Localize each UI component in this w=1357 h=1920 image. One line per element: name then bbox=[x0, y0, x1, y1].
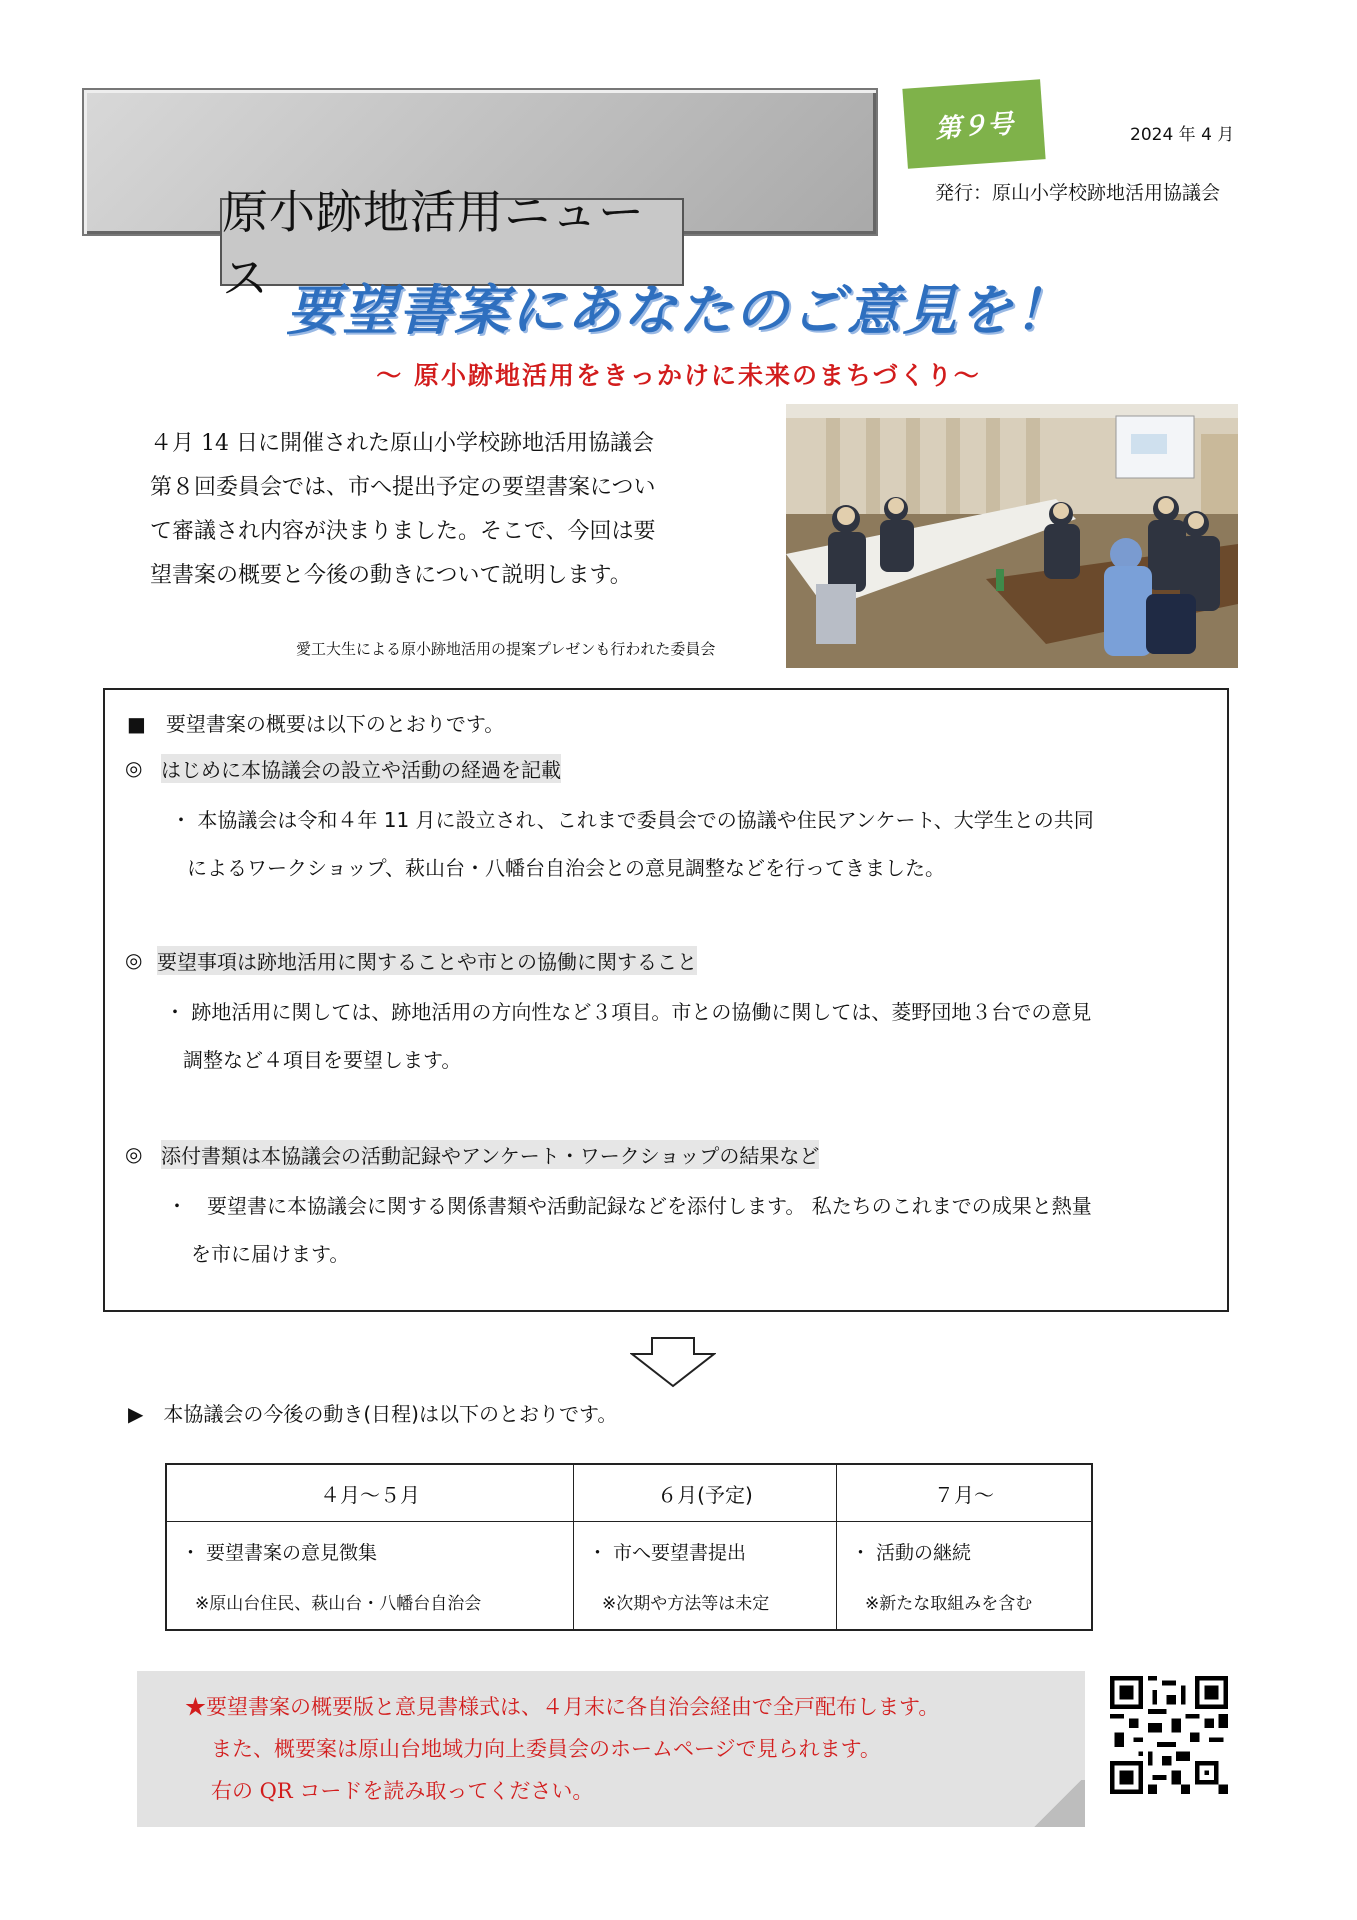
schedule-note: ※次期や方法等は未定 bbox=[602, 1594, 770, 1614]
intro-line: て審議され内容が決まりました。そこで、今回は要 bbox=[150, 519, 656, 544]
issue-badge: 第９号 bbox=[902, 79, 1045, 168]
schedule-item: ・ 市へ要望書提出 bbox=[588, 1542, 747, 1564]
table-cell bbox=[166, 1522, 574, 1631]
overview-heading: ■ 要望書案の概要は以下のとおりです。 bbox=[127, 712, 505, 736]
section-title: 要望事項は跡地活用に関することや市との協働に関すること bbox=[157, 946, 697, 975]
qr-code[interactable] bbox=[1110, 1676, 1228, 1794]
section-title: はじめに本協議会の設立や活動の経過を記載 bbox=[161, 754, 561, 783]
notice-line: ★要望書案の概要版と意見書様式は、４月末に各自治会経由で全戸配布します。 bbox=[185, 1695, 940, 1719]
notice-box bbox=[137, 1671, 1085, 1827]
table-header: ６月(予定) bbox=[574, 1464, 837, 1522]
section-title: 添付書類は本協議会の活動記録やアンケート・ワークショップの結果など bbox=[161, 1140, 819, 1169]
section-mark: ◎ bbox=[125, 756, 143, 780]
section-text: によるワークショップ、萩山台・八幡台自治会との意見調整などを行ってきました。 bbox=[187, 856, 945, 880]
table-header: ７月～ bbox=[837, 1464, 1093, 1522]
notice-line: 右の QR コードを読み取ってください。 bbox=[211, 1779, 594, 1803]
photo-caption: 愛工大生による原小跡地活用の提案プレゼンも行われた委員会 bbox=[296, 640, 716, 658]
subheadline: ～ 原小跡地活用をきっかけに未来のまちづくり～ bbox=[376, 361, 981, 390]
overview-box bbox=[103, 688, 1229, 1312]
section-text: ・ 本協議会は令和４年 11 月に設立され、これまで委員会での協議や住民アンケート、大学生との共同 bbox=[171, 808, 1094, 832]
intro-line: 望書案の概要と今後の動きについて説明します。 bbox=[150, 563, 632, 588]
issue-date: 2024 年 4 月 bbox=[1130, 125, 1235, 145]
section-text: 調整など４項目を要望します。 bbox=[183, 1048, 462, 1072]
schedule-item: ・ 要望書案の意見徴集 bbox=[181, 1542, 378, 1564]
schedule-note: ※新たな取組みを含む bbox=[865, 1594, 1033, 1614]
table-row bbox=[166, 1522, 1092, 1631]
section-text: ・ 要望書に本協議会に関する関係書類や活動記録などを添付します。 私たちのこれまでの成果と熱量 bbox=[167, 1194, 1092, 1218]
masthead-banner bbox=[82, 88, 878, 305]
intro-line: ４月 14 日に開催された原山小学校跡地活用協議会 bbox=[150, 431, 654, 456]
schedule-intro: ▶ 本協議会の今後の動き(日程)は以下のとおりです。 bbox=[128, 1402, 618, 1426]
headline: 要望書案にあなたのご意見を！ bbox=[286, 279, 1071, 342]
section-mark: ◎ bbox=[125, 1142, 143, 1166]
publisher: 発行：原山小学校跡地活用協議会 bbox=[935, 182, 1221, 204]
intro-line: 第８回委員会では、市へ提出予定の要望書案につい bbox=[150, 475, 656, 500]
masthead-title: 原小跡地活用ニュース bbox=[222, 185, 645, 305]
table-header: ４月～５月 bbox=[166, 1464, 574, 1522]
table-cell bbox=[837, 1522, 1093, 1631]
meeting-photo bbox=[786, 404, 1238, 668]
schedule-note: ※原山台住民、萩山台・八幡台自治会 bbox=[195, 1594, 482, 1614]
section-mark: ◎ bbox=[125, 948, 143, 972]
section-text: ・ 跡地活用に関しては、跡地活用の方向性など３項目。市との協働に関しては、菱野団地３台での意見 bbox=[165, 1000, 1092, 1024]
section-text: を市に届けます。 bbox=[191, 1242, 350, 1266]
intro-paragraph bbox=[150, 422, 750, 598]
table-header-row bbox=[166, 1464, 1092, 1522]
schedule-table bbox=[165, 1463, 1093, 1631]
schedule-item: ・ 活動の継続 bbox=[851, 1542, 972, 1564]
table-cell bbox=[574, 1522, 837, 1631]
down-arrow-icon bbox=[630, 1336, 716, 1388]
page-curl bbox=[1030, 1780, 1085, 1827]
notice-line: また、概要案は原山台地域力向上委員会のホームページで見られます。 bbox=[211, 1737, 881, 1761]
